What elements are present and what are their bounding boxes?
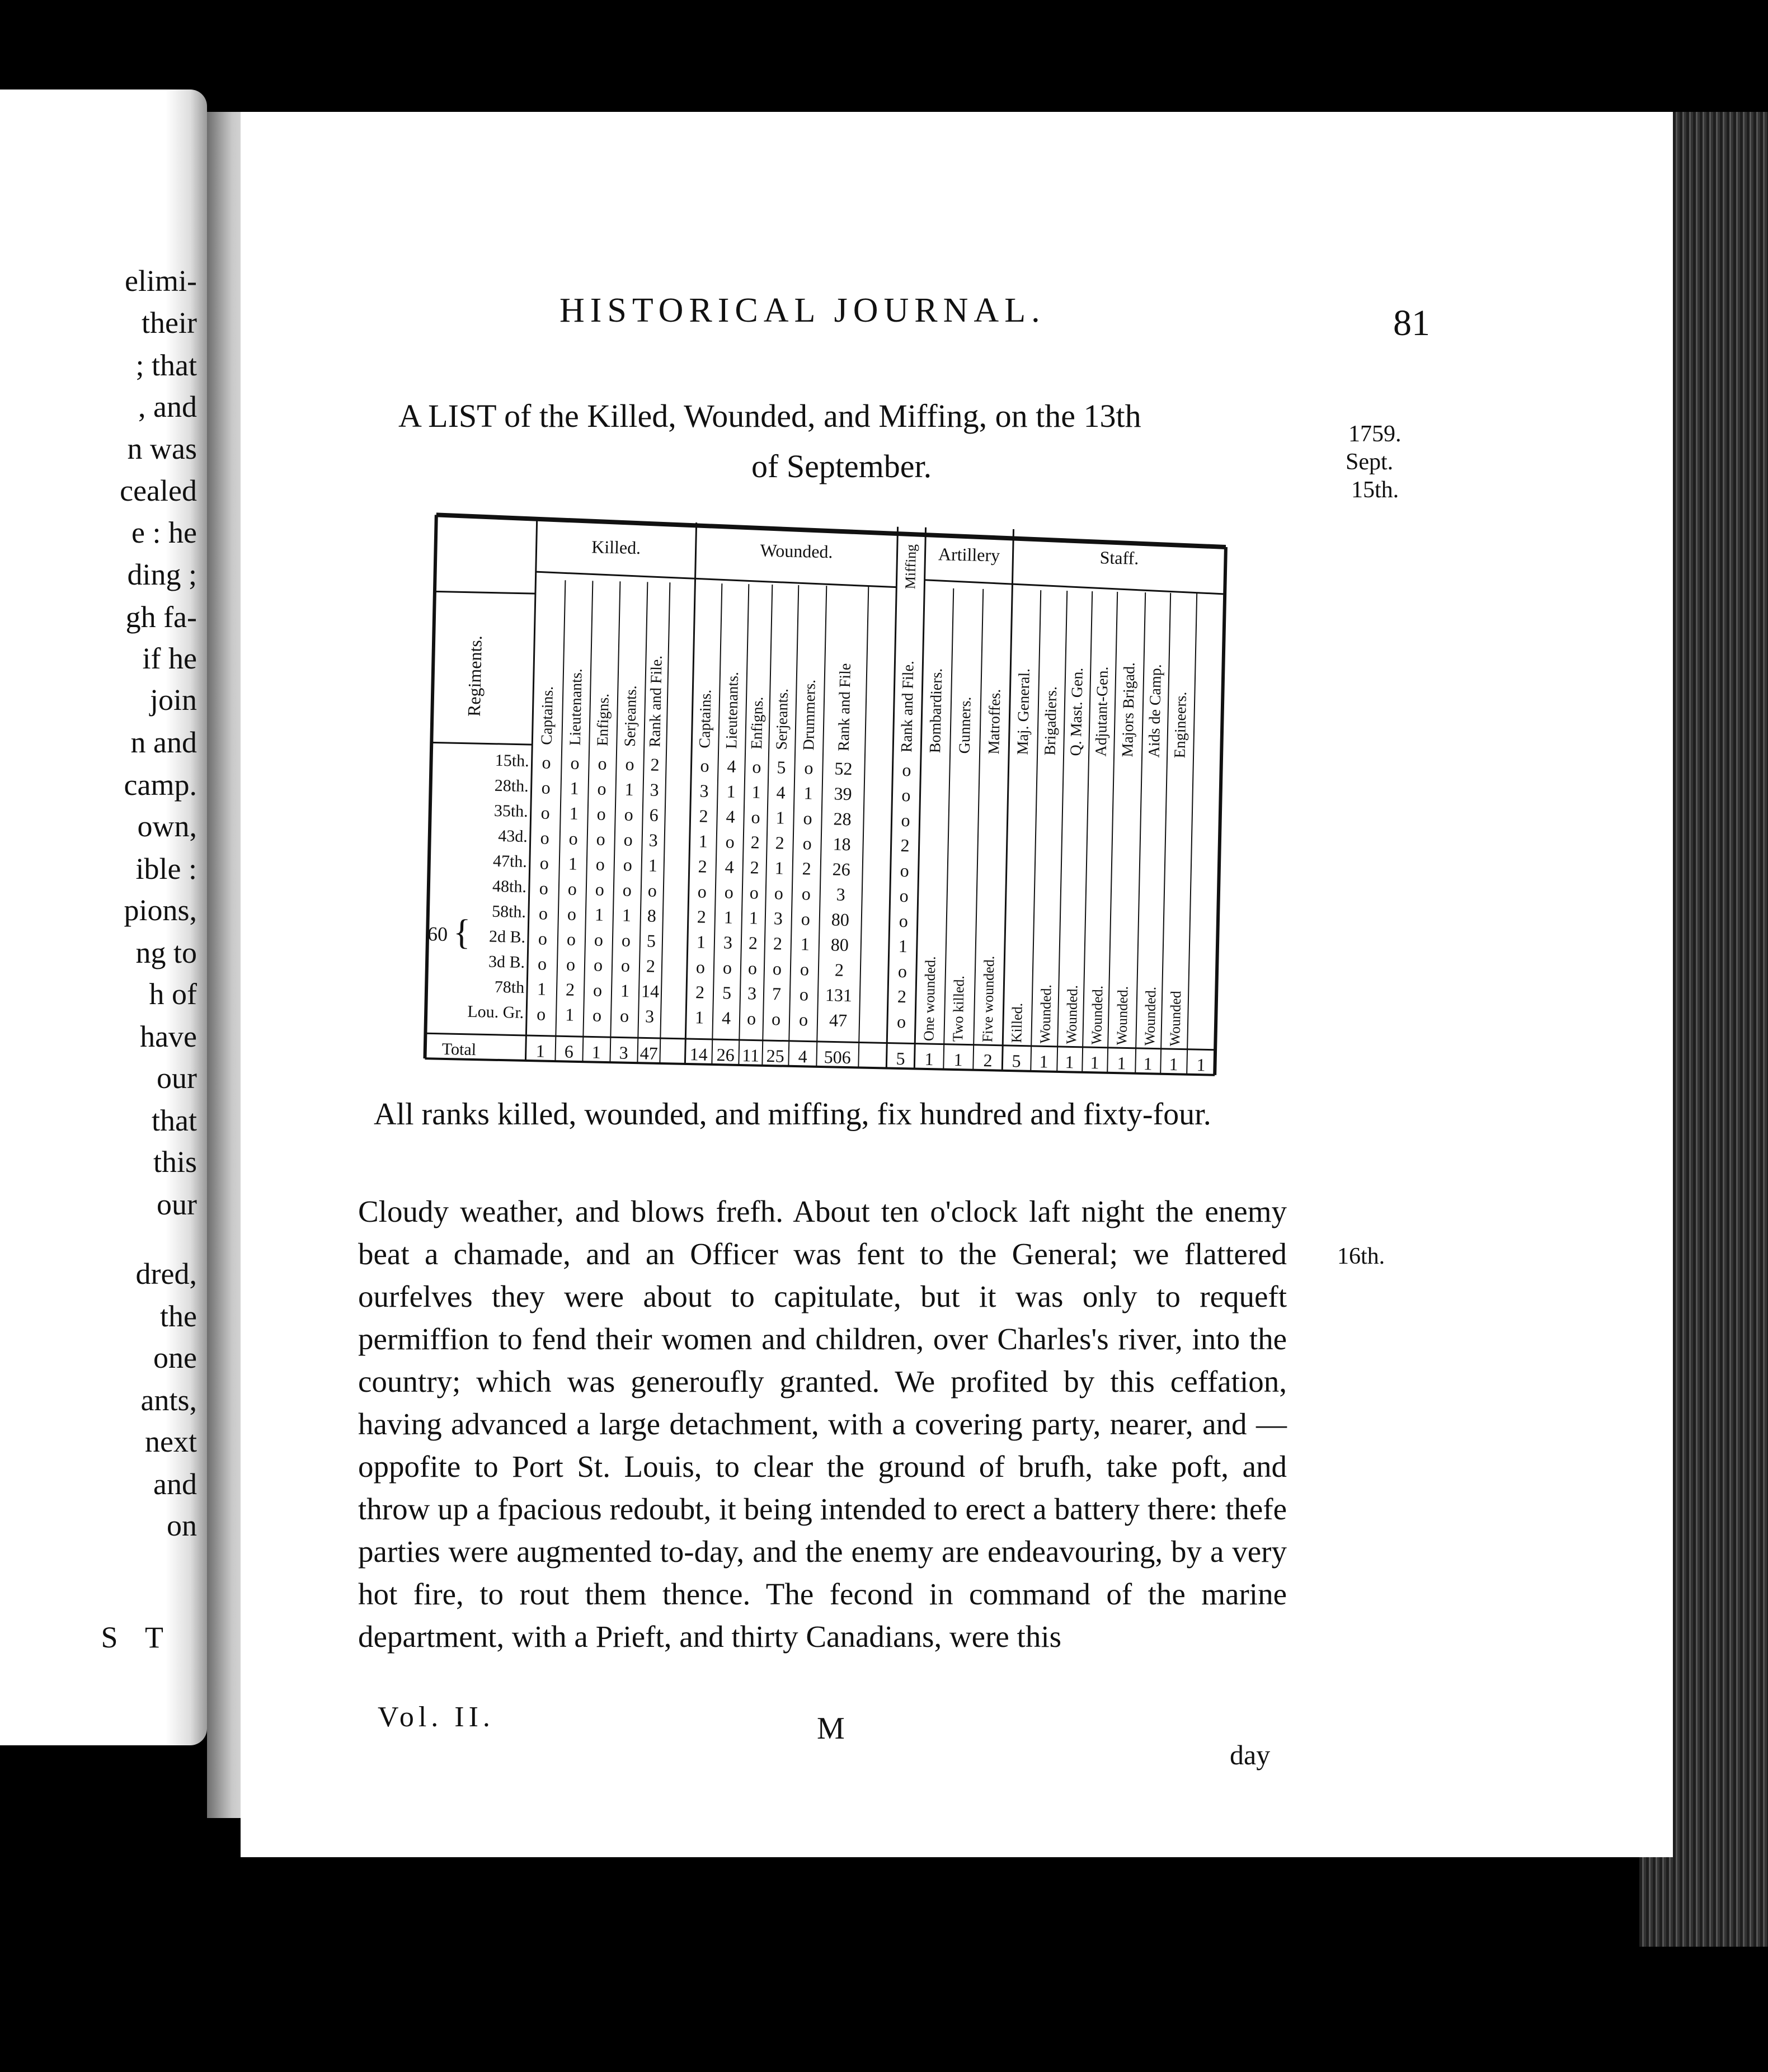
table-cell: o (597, 778, 607, 799)
table-cell: 2 (650, 754, 660, 775)
table-cell: 7 (772, 983, 782, 1004)
table-cell: o (623, 854, 633, 875)
table-cell: o (647, 880, 657, 901)
table-cell: o (598, 753, 607, 774)
page-number: 81 (1393, 303, 1430, 343)
regiment-60: 60 (427, 922, 448, 946)
table-cell: o (538, 903, 548, 924)
table-cell: 3 (773, 908, 783, 929)
table-cell: o (568, 828, 579, 849)
margin-month: Sept. (1346, 449, 1394, 475)
table-rule (425, 515, 436, 1058)
table-cell: 4 (727, 756, 736, 776)
table-cell: o (746, 1008, 756, 1029)
total-cell: 1 (1065, 1052, 1074, 1072)
total-cell: 47 (640, 1043, 659, 1063)
table-cell: 3 (645, 1006, 655, 1026)
table-cell: 1 (898, 935, 908, 957)
artillery-staff-note: Two killed. (949, 975, 967, 1042)
table-cell: 8 (647, 905, 657, 926)
regiment-label: 35th. (493, 801, 529, 821)
table-cell: o (725, 831, 735, 852)
table-cell: 4 (721, 1007, 731, 1028)
table-cell: o (751, 807, 761, 827)
table-cell: 3 (699, 780, 709, 801)
total-cell: 5 (896, 1048, 906, 1069)
table-cell: o (901, 809, 910, 831)
left-page-line: S T (101, 1621, 173, 1654)
table-cell: o (542, 752, 551, 773)
total-cell: 6 (564, 1041, 574, 1062)
group-killed: Killed. (591, 536, 641, 558)
table-cell: o (621, 930, 631, 950)
table-cell: 1 (594, 904, 604, 925)
table-cell: o (749, 882, 759, 903)
table-cell: 2 (775, 832, 785, 853)
footer-signature-mark: M (817, 1711, 845, 1746)
left-page-line: on (167, 1509, 197, 1542)
table-cell: 3 (836, 884, 846, 905)
regiment-label: 43d. (497, 826, 528, 846)
table-cell: o (899, 885, 909, 906)
table-cell: 1 (803, 783, 813, 803)
brace-60: { (453, 912, 471, 952)
column-header: Aids de Camp. (1145, 663, 1165, 758)
total-cell: 4 (798, 1046, 808, 1067)
table-rule (435, 591, 535, 594)
table-cell: 4 (725, 856, 735, 877)
column-header: Lieutenants. (723, 671, 742, 749)
table-cell: o (624, 804, 634, 825)
group-staff: Staff. (1099, 547, 1139, 568)
table-cell: 1 (624, 779, 634, 799)
table-cell: o (593, 980, 603, 1000)
table-cell: o (537, 953, 547, 974)
column-header: Enfigns. (594, 693, 613, 747)
table-cell: o (772, 958, 782, 979)
table-cell: 1 (749, 907, 759, 928)
total-cell: 1 (1090, 1052, 1099, 1073)
left-page-line: our (157, 1061, 197, 1095)
table-cell: o (541, 777, 551, 798)
table-cell: 28 (833, 808, 852, 830)
left-page-line: ible : (135, 852, 197, 886)
artillery-staff-note: Wounded. (1063, 985, 1081, 1044)
column-header: Captains. (538, 686, 557, 745)
total-cell: 3 (619, 1042, 629, 1063)
column-header: Bombardiers. (927, 668, 946, 754)
table-cell: 6 (649, 804, 659, 825)
table-cell: 2 (900, 835, 910, 856)
table-title-line1: A LIST of the Killed, Wounded, and Miffing, on the 13th (398, 398, 1141, 434)
left-page-line: their (142, 306, 197, 340)
table-cell: o (897, 960, 907, 982)
table-cell: o (567, 903, 577, 924)
left-page-line: the (160, 1299, 197, 1333)
table-rule (1215, 547, 1226, 1075)
artillery-staff-note: Wounded. (1141, 986, 1159, 1046)
table-cell: 47 (829, 1010, 848, 1030)
left-page-line: that (152, 1104, 197, 1137)
column-header: Majors Brigad. (1119, 662, 1139, 757)
left-page-line: gh fa- (125, 600, 197, 634)
table-cell: o (697, 881, 707, 902)
table-cell: 4 (726, 806, 736, 827)
table-cell: o (595, 879, 605, 900)
running-head: HISTORICAL JOURNAL. (559, 291, 1046, 329)
total-cell: 14 (689, 1044, 708, 1065)
table-cell: 52 (834, 758, 853, 779)
regiment-label: 58th. (491, 902, 526, 921)
left-page-line: our (157, 1188, 197, 1221)
left-page-line: and (153, 1467, 197, 1501)
table-cell: 2 (802, 858, 812, 879)
artillery-staff-note: Killed. (1008, 1002, 1026, 1043)
table-cell: o (722, 957, 732, 978)
table-cell: o (774, 883, 784, 903)
total-cell: 26 (716, 1044, 735, 1065)
total-cell: 1 (1169, 1054, 1178, 1075)
column-header: Engineers. (1171, 691, 1190, 759)
table-cell: o (620, 955, 631, 976)
table-cell: 1 (569, 803, 579, 823)
group-wounded: Wounded. (760, 540, 833, 562)
table-cell: 18 (833, 833, 852, 855)
column-header: Lieutenants. (566, 668, 586, 746)
left-page-line: pions, (124, 893, 197, 927)
table-cell: o (536, 1004, 546, 1024)
table-cell: o (803, 808, 812, 828)
paragraph-text: Cloudy weather, and blows frefh. About ten o'clock laft night the enemy beat a chamade, and an Officer was fent to the General; we flattered ourfelves they were about to capitulate, but it was only to requeft permiffion to fend their women and children, over Charles's river, into the country; which was generoufly granted. We profited by this ceffation, having advanced a large detachment, with a covering party, nearer, and — oppofite to Port St. Louis, to clear the ground of brufh, take poft, and throw up a fpacious redoubt, it being intended to erect a battery there: thefe parties were augmented to-day, and the enemy are endeavouring, by a very hot fire, to rout them thence. The fecond in command of the marine department, with a Prieft, and thirty Canadians, were this (358, 1194, 1287, 1654)
table-cell: 39 (834, 783, 852, 804)
left-page-line: , and (138, 390, 197, 423)
table-cell: 1 (698, 831, 708, 851)
table-cell: o (539, 878, 549, 898)
regiments-header: Regiments. (463, 635, 486, 717)
table-cell: o (592, 1005, 602, 1025)
left-page-line: ng to (135, 936, 197, 969)
left-page (0, 90, 207, 1745)
table-cell: 1 (568, 853, 578, 874)
column-header: Gunners. (956, 696, 975, 754)
table-cell: o (567, 878, 577, 899)
table-cell: o (747, 958, 758, 978)
total-cell: 1 (1143, 1053, 1153, 1074)
group-artillery: Artillery (938, 543, 1000, 566)
margin-day: 15th. (1351, 477, 1399, 503)
table-cell: 131 (825, 985, 853, 1006)
left-page-line: ; that (135, 349, 197, 382)
left-page-line: n was (127, 432, 197, 465)
table-cell: o (899, 910, 909, 931)
table-cell: 80 (831, 909, 850, 930)
table-cell: o (900, 860, 910, 881)
left-page-line: join (149, 683, 197, 717)
table-cell: 1 (694, 1007, 704, 1028)
left-page-line: one (153, 1341, 197, 1374)
table-cell: o (801, 908, 811, 929)
table-cell: o (901, 784, 911, 806)
table-cell: o (799, 984, 809, 1005)
table-cell: o (625, 754, 634, 774)
casualty-table (413, 510, 1264, 1087)
total-label: Total (441, 1039, 477, 1059)
regiment-label: 15th. (495, 751, 529, 770)
table-cell: o (595, 854, 605, 874)
total-cell: 25 (766, 1045, 785, 1066)
table-cell: o (593, 954, 603, 975)
table-cell: o (804, 757, 814, 778)
table-cell: 1 (537, 978, 547, 999)
left-page-line: h of (149, 977, 197, 1011)
table-cell: o (619, 1005, 629, 1026)
left-page-line: camp. (124, 768, 197, 802)
table-cell: o (596, 803, 606, 824)
table-cell: o (539, 853, 549, 873)
left-page-line: dred, (135, 1257, 197, 1291)
artillery-staff-note: Wounded. (1113, 986, 1131, 1046)
total-cell: 5 (1012, 1051, 1021, 1071)
table-title-line2: of September. (751, 448, 932, 484)
table-cell: o (800, 959, 810, 980)
column-header: Drummers. (800, 679, 819, 751)
table-cell: o (695, 957, 706, 977)
table-cell: o (540, 827, 550, 848)
table-cell: o (566, 954, 576, 974)
total-cell: 1 (535, 1040, 546, 1061)
table-cell: 1 (622, 905, 632, 925)
column-header: Matroffes. (985, 689, 1004, 755)
left-page-line: cealed (120, 474, 197, 507)
left-page-line: e : he (131, 516, 197, 549)
table-cell: o (594, 929, 604, 950)
table-cell: o (801, 883, 811, 904)
table-cell: 1 (774, 858, 784, 878)
total-cell: 1 (591, 1042, 601, 1062)
column-header: Q. Mast. Gen. (1067, 667, 1087, 756)
regiment-label: 47th. (492, 851, 528, 871)
table-cell: 3 (723, 932, 733, 953)
table-cell: 2 (748, 933, 758, 953)
artillery-staff-note: Wounded. (1088, 985, 1106, 1045)
table-cell: o (623, 829, 633, 850)
table-cell: o (566, 929, 576, 949)
table-cell: 1 (723, 907, 733, 927)
table-cell: 1 (620, 980, 630, 1001)
table-cell: 2 (750, 857, 760, 878)
table-cell: 2 (834, 959, 844, 980)
column-header: Serjeants. (621, 685, 641, 747)
table-cell: 1 (696, 931, 706, 952)
table-cell: o (771, 1009, 781, 1029)
total-cell: 1 (953, 1049, 963, 1070)
table-cell: 5 (722, 982, 732, 1003)
table-cell: 2 (697, 906, 707, 927)
column-header: Enfigns. (748, 696, 767, 750)
left-page-line: ding ; (127, 558, 197, 591)
table-cell: 2 (695, 982, 705, 1002)
table-cell: 80 (830, 934, 849, 955)
table-cell: 3 (648, 830, 659, 850)
table-cell: 2 (699, 806, 709, 826)
left-page-line: this (153, 1145, 197, 1179)
column-header: Maj. General. (1014, 668, 1033, 755)
column-header: Captains. (696, 689, 715, 748)
table-cell: 5 (777, 757, 786, 778)
left-page-line: elimi- (125, 264, 197, 298)
table-cell: 2 (897, 986, 907, 1007)
regiment-label: 48th. (492, 877, 527, 896)
total-cell: 1 (924, 1048, 934, 1070)
column-header: Brigadiers. (1041, 686, 1061, 756)
table-cell: o (538, 928, 548, 949)
column-header: Rank and File (835, 663, 854, 752)
all-ranks-total-line: All ranks killed, wounded, and miffing, fix hundred and fixty-four. (374, 1097, 1211, 1132)
table-cell: 1 (726, 781, 736, 802)
table-cell: 1 (775, 807, 786, 828)
table-cell: 2 (698, 856, 708, 877)
table-cell: 1 (565, 1004, 575, 1025)
table-cell: 1 (648, 855, 658, 875)
table-cell: 2 (646, 955, 656, 976)
group-missing: Miffing (902, 544, 919, 590)
regiment-label: 2d B. (488, 927, 526, 946)
table-cell: 1 (570, 778, 580, 798)
regiment-label: 28th. (494, 776, 529, 795)
table-cell: 2 (750, 832, 760, 853)
table-cell: 4 (776, 782, 786, 803)
total-cell: 2 (983, 1050, 993, 1071)
left-page-line: have (140, 1020, 197, 1053)
left-page-line: next (145, 1425, 197, 1458)
table-cell: o (798, 1009, 808, 1030)
table-cell: 5 (646, 930, 656, 951)
table-cell: o (596, 828, 606, 849)
table-cell: o (902, 759, 911, 780)
table-cell: 3 (747, 983, 757, 1004)
artillery-staff-note: Wounded. (1037, 984, 1055, 1044)
regiment-label: Lou. Gr. (467, 1002, 524, 1022)
margin-year: 1759. (1348, 421, 1402, 447)
journal-paragraph (358, 1190, 1287, 1658)
table-cell: o (896, 1011, 906, 1032)
table-cell: 26 (832, 859, 851, 880)
footer-volume: Vol. II. (378, 1701, 495, 1733)
total-cell: 506 (824, 1047, 852, 1068)
left-page-line: own, (137, 809, 197, 843)
artillery-staff-note: One wounded. (920, 956, 939, 1042)
artillery-staff-note: Five wounded. (979, 955, 998, 1043)
table-cell: o (622, 879, 632, 900)
table-cell: 1 (751, 781, 761, 802)
catchword: day (1230, 1739, 1271, 1770)
table-cell: o (752, 756, 761, 777)
table-cell: o (700, 755, 709, 776)
table-cell: 2 (565, 979, 575, 1000)
left-page-line: n and (130, 726, 197, 759)
total-cell: 1 (1039, 1051, 1048, 1072)
total-cell: 11 (741, 1045, 760, 1066)
table-cell: 2 (773, 933, 783, 954)
table-cell: 14 (641, 981, 660, 1001)
artillery-staff-note: Wounded (1167, 990, 1184, 1047)
margin-day-16: 16th. (1337, 1244, 1385, 1269)
table-cell: 3 (650, 779, 660, 800)
total-cell: 1 (1117, 1053, 1126, 1073)
column-header: Rank and File. (898, 660, 918, 753)
table-cell: o (540, 802, 551, 823)
column-header: Serjeants. (773, 688, 792, 750)
regiment-label: 78th (494, 977, 525, 997)
table-cell: o (724, 882, 734, 902)
column-header: Rank and File. (646, 655, 666, 748)
column-header: Adjutant-Gen. (1092, 666, 1112, 757)
left-page-line: if he (142, 642, 197, 675)
left-page-line: ants, (140, 1383, 197, 1417)
table-cell: o (802, 833, 812, 854)
regiment-label: 3d B. (488, 952, 525, 972)
table-cell: o (570, 752, 580, 773)
table-cell: 1 (800, 934, 810, 954)
total-cell: 1 (1196, 1054, 1206, 1075)
